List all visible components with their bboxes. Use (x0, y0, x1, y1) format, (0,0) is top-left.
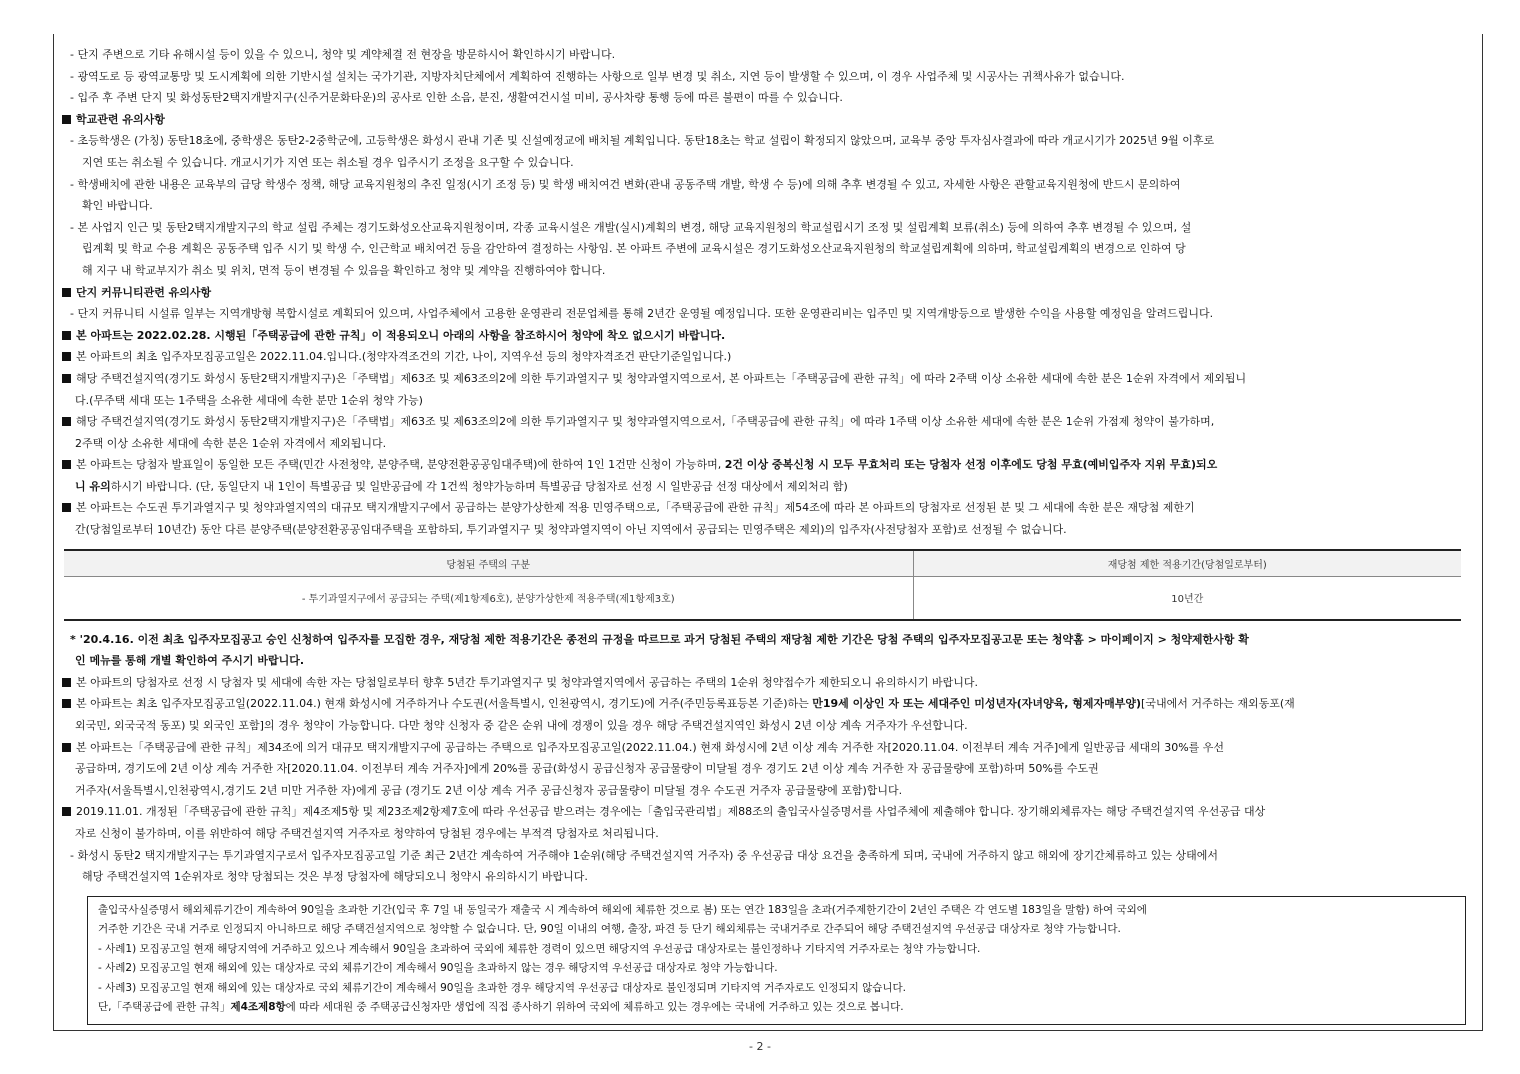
box-line: 출입국사실증명서 해외체류기간이 계속하여 90일을 초과한 기간(입국 후 7일 내 동일국가 재출국 시 계속하여 해외에 체류한 것으로 봄) 또는 연간 183일을 초과(거주제한기간이 2년인 주택은 각 연도별 183일을 말함) 하여 국외에 (98, 903, 1147, 916)
notice-line: 외국민, 외국국적 동포) 및 외국인 포함]의 경우 청약이 가능합니다. 다만 청약 신청자 중 같은 순위 내에 경쟁이 있을 경우 해당 주택건설지역인 화성시 2년 이상 계속 거주자가 우선합니다. (75, 719, 968, 733)
square-bullet-icon (62, 743, 71, 752)
bullet-item: 본 아파트의 당첨자로 선정 시 당첨자 및 세대에 속한 자는 당첨일로부터 향후 5년간 투기과열지구 및 청약과열지역에서 공급하는 주택의 1순위 청약접수가 제한되오니 유의하시기 바랍니다. (62, 672, 1476, 694)
footnote-line: * '20.4.16. 이전 최초 입주자모집공고 승인 신청하여 입주자를 모집한 경우, 재당첨 제한 적용기간은 종전의 규정을 따르므로 과거 당첨된 주택의 재당첨 제한 기간은 당첨 주택의 입주자모집공고문 또는 청약홈 > 마이페이지 > 청약제한사항 확 (70, 632, 1249, 646)
square-bullet-icon (62, 678, 71, 687)
notice-line: - 단지 커뮤니티 시설류 일부는 지역개방형 복합시설로 계획되어 있으며, 사업주체에서 고용한 운영관리 전문업체를 통해 2년간 운영될 예정입니다. 또한 운영관리비는 입주민 및 지역개방등으로 발생한 수익을 사용할 예정임을 알려드립니다. (70, 307, 1214, 321)
notice-line: 니 유의하시기 바랍니다. (단, 동일단지 내 1인이 특별공급 및 일반공급에 각 1건씩 청약가능하며 특별공급 당첨자로 선정 시 일반공급 선정 대상에서 제외처리 함) (75, 479, 848, 493)
box-line: - 사례3) 모집공고일 현재 해외에 있는 대상자로 국외 체류기간이 계속해서 90일을 초과한 경우 해당지역 우선공급 대상자로 불인정되며 기타지역 거주자로도 인정되지 않습니다. (98, 981, 907, 994)
page-number: - 2 - (749, 1040, 771, 1053)
box-line: - 사례1) 모집공고일 현재 해당지역에 거주하고 있으나 계속해서 90일을 초과하여 국외에 체류한 경력이 있으면 해당지역 우선공급 대상자로는 불인정하나 기타지역 거주자로는 청약 가능합니다. (98, 942, 981, 955)
bullet-item: 본 아파트는 최초 입주자모집공고일(2022.11.04.) 현재 화성시에 거주하거나 수도권(서울특별시, 인천광역시, 경기도)에 거주(주민등록표등본 기준)하는 만19세 이상인 자 또는 세대주인 미성년자(자녀양육, 형제자매부양)[국내에서 거주하는 재외동포(재 (62, 693, 1476, 715)
square-bullet-icon (62, 417, 71, 426)
notice-line: 지연 또는 취소될 수 있습니다. 개교시기가 지연 또는 취소될 경우 입주시기 조정을 요구할 수 있습니다. (82, 155, 574, 169)
notice-line: - 학생배치에 관한 내용은 교육부의 급당 학생수 정책, 해당 교육지원청의 추진 일정(시기 조정 등) 및 학생 배치여건 변화(관내 공동주택 개발, 학생 수 등)에 의해 추후 변경될 수 있고, 자세한 사항은 관할교육지원청에 반드시 문의하여 (70, 177, 1181, 191)
bullet-item: 해당 주택건설지역(경기도 화성시 동탄2택지개발지구)은「주택법」제63조 및 제63조의2에 의한 투기과열지구 및 청약과열지역으로서,「주택공급에 관한 규칙」에 따라 1주택 이상 소유한 세대에 속한 분은 1순위 가점제 청약이 불가하며, (62, 411, 1476, 433)
overseas-stay-notice-box (87, 896, 1466, 1025)
notice-frame (53, 34, 1483, 1031)
notice-line: - 본 사업지 인근 및 동탄2택지개발지구의 학교 설립 주체는 경기도화성오산교육지원청이며, 각종 교육시설은 개발(실시)계획의 변경, 해당 교육지원청의 학교설립시기 조정 및 설립계획 보류(취소) 등에 의하여 추후 변경될 수 있으며, 설 (70, 220, 1192, 234)
notice-line: - 단지 주변으로 기타 유해시설 등이 있을 수 있으니, 청약 및 계약체결 전 현장을 방문하시어 확인하시기 바랍니다. (70, 48, 616, 61)
notice-line: 거주자(서울특별시,인천광역시,경기도 2년 미만 거주한 자)에게 공급 (경기도 2년 이상 계속 거주 공급신청자 공급물량이 미달될 경우 수도권 거주자 공급물량에 포함)합니다. (75, 783, 903, 797)
footnote-line: 인 메뉴를 통해 개별 확인하여 주시기 바랍니다. (75, 654, 305, 668)
notice-line: - 입주 후 주변 단지 및 화성동탄2택지개발지구(신주거문화타운)의 공사로 인한 소음, 분진, 생활여건시설 미비, 공사차량 통행 등에 따른 불편이 따를 수 있습니다. (70, 91, 843, 105)
bullet-item: 2019.11.01. 개정된「주택공급에 관한 규칙」제4조제5항 및 제23조제2항제7호에 따라 우선공급 받으려는 경우에는「출입국관리법」제88조의 출입국사실증명서를 사업주체에 제출해야 합니다. 장기해외체류자는 해당 주택건설지역 우선공급 대상 (62, 801, 1476, 823)
table-header: 재당첨 제한 적용기간(당첨일로부터) (913, 550, 1461, 577)
table-cell: - 투기과열지구에서 공급되는 주택(제1항제6호), 분양가상한제 적용주택(제1항제3호) (64, 577, 913, 620)
bullet-item: 본 아파트는 2022.02.28. 시행된「주택공급에 관한 규칙」이 적용되오니 아래의 사항을 참조하시어 청약에 착오 없으시기 바랍니다. (62, 325, 1476, 347)
notice-line: 립계획 및 학교 수용 계획은 공동주택 입주 시기 및 학생 수, 인근학교 배치여건 등을 감안하여 결정하는 사항임. 본 아파트 주변에 교육시설은 경기도화성오산교육지원청의 학교설립계획에 의하며, 학교설립계획의 변경으로 인하여 당 (82, 242, 1186, 256)
bullet-item: 본 아파트는「주택공급에 관한 규칙」제34조에 의거 대규모 택지개발지구에 공급하는 주택으로 입주자모집공고일(2022.11.04.) 현재 화성시에 2년 이상 계속 거주한 자[2020.11.04. 이전부터 계속 거주]에게 일반공급 세대의 30%를 우선 (62, 737, 1476, 759)
notice-line: 공급하며, 경기도에 2년 이상 계속 거주한 자[2020.11.04. 이전부터 계속 거주자]에게 20%를 공급(화성시 공급신청자 공급물량이 미달될 경우 경기도 2년 이상 계속 거주한 자 공급물량에 포함)하며 50%를 수도권 (75, 762, 1099, 776)
square-bullet-icon (62, 115, 71, 124)
square-bullet-icon (62, 374, 71, 383)
square-bullet-icon (62, 699, 71, 708)
notice-line: - 초등학생은 (가칭) 동탄18초에, 중학생은 동탄2-2중학군에, 고등학생은 화성시 관내 기존 및 신설예정교에 배치될 계획입니다. 동탄18초는 학교 설립이 확정되지 않았으며, 교육부 중앙 투자심사결과에 따라 개교시기가 2025년 9월 이후로 (70, 134, 1215, 148)
notice-line: 확인 바랍니다. (82, 199, 153, 213)
square-bullet-icon (62, 288, 71, 297)
square-bullet-icon (62, 352, 71, 361)
notice-line: - 화성시 동탄2 택지개발지구는 투기과열지구로서 입주자모집공고일 기준 최근 2년간 계속하여 거주해야 1순위(해당 주택건설지역 거주자) 중 우선공급 대상 요건을 충족하게 되며, 국내에 거주하지 않고 해외에 장기간체류하고 있는 상태에서 (70, 848, 1219, 862)
notice-line: 자로 신청이 불가하며, 이를 위반하여 해당 주택건설지역 거주자로 청약하여 당첨된 경우에는 부적격 당첨자로 처리됩니다. (75, 827, 659, 840)
notice-line: 해당 주택건설지역 1순위자로 청약 당첨되는 것은 부정 당첨자에 해당되오니 청약시 유의하시기 바랍니다. (82, 870, 588, 884)
notice-line: - 광역도로 등 광역교통망 및 도시계획에 의한 기반시설 설치는 국가기관, 지방자치단체에서 계획하여 진행하는 사항으로 일부 변경 및 취소, 지연 등이 발생할 수 있으며, 이 경우 사업주체 및 시공사는 귀책사유가 없습니다. (70, 69, 1125, 83)
notice-line: 2주택 이상 소유한 세대에 속한 분은 1순위 자격에서 제외됩니다. (75, 436, 387, 450)
table-cell: 10년간 (913, 577, 1461, 620)
notice-line: 해 지구 내 학교부지가 취소 및 위치, 면적 등이 변경될 수 있음을 확인하고 청약 및 계약을 진행하여야 합니다. (82, 263, 606, 277)
bullet-item: 본 아파트의 최초 입주자모집공고일은 2022.11.04.입니다.(청약자격조건의 기간, 나이, 지역우선 등의 청약자격조건 판단기준일입니다.) (62, 346, 1476, 368)
box-line: - 사례2) 모집공고일 현재 해외에 있는 대상자로 국외 체류기간이 계속해서 90일을 초과하지 않는 경우 해당지역 우선공급 대상자로 청약 가능합니다. (98, 962, 778, 975)
table-header: 당첨된 주택의 구분 (64, 550, 913, 577)
table-row (64, 577, 1461, 620)
bullet-item: 해당 주택건설지역(경기도 화성시 동탄2택지개발지구)은「주택법」제63조 및 제63조의2에 의한 투기과열지구 및 청약과열지역으로서, 본 아파트는「주택공급에 관한 규칙」에 따라 2주택 이상 소유한 세대에 속한 분은 1순위 자격에서 제외됩니 (62, 368, 1476, 390)
square-bullet-icon (62, 460, 71, 469)
section-heading-community: 단지 커뮤니티관련 유의사항 (62, 282, 1476, 304)
box-line: 거주한 기간은 국내 거주로 인정되지 아니하므로 해당 주택건설지역으로 청약할 수 없습니다. 단, 90일 이내의 여행, 출장, 파견 등 단기 해외체류는 국내거주로 간주되어 해당 주택건설지역 우선공급 대상자로 청약 가능합니다. (98, 923, 1121, 936)
bullet-item: 본 아파트는 수도권 투기과열지구 및 청약과열지역의 대규모 택지개발지구에서 공급하는 분양가상한제 적용 민영주택으로,「주택공급에 관한 규칙」제54조에 따라 본 아파트의 당첨자로 선정된 분 및 그 세대에 속한 분은 재당첨 제한기 (62, 497, 1476, 519)
bullet-item: 본 아파트는 당첨자 발표일이 동일한 모든 주택(민간 사전청약, 분양주택, 분양전환공공임대주택)에 한하여 1인 1건만 신청이 가능하며, 2건 이상 중복신청 시 모두 무효처리 또는 당첨자 선정 이후에도 당첨 무효(예비입주자 지위 무효)되오 (62, 454, 1476, 476)
square-bullet-icon (62, 807, 71, 816)
notice-line: 다.(무주택 세대 또는 1주택을 소유한 세대에 속한 분만 1순위 청약 가능) (75, 393, 423, 407)
square-bullet-icon (62, 503, 71, 512)
section-heading-school: 학교관련 유의사항 (62, 109, 1476, 131)
notice-line: 간(당첨일로부터 10년간) 동안 다른 분양주택(분양전환공공임대주택을 포함하되, 투기과열지구 및 청약과열지역이 아닌 지역에서 공급되는 민영주택은 제외)의 입주자(사전당첨자 포함)로 선정될 수 없습니다. (75, 523, 1067, 537)
re-win-restriction-table (64, 549, 1461, 621)
box-line: 단,「주택공급에 관한 규칙」제4조제8항에 따라 세대원 중 주택공급신청자만 생업에 직접 종사하기 위하여 국외에 체류하고 있는 경우에는 국내에 거주하고 있는 것으로 봅니다. (98, 1001, 904, 1014)
square-bullet-icon (62, 331, 71, 340)
